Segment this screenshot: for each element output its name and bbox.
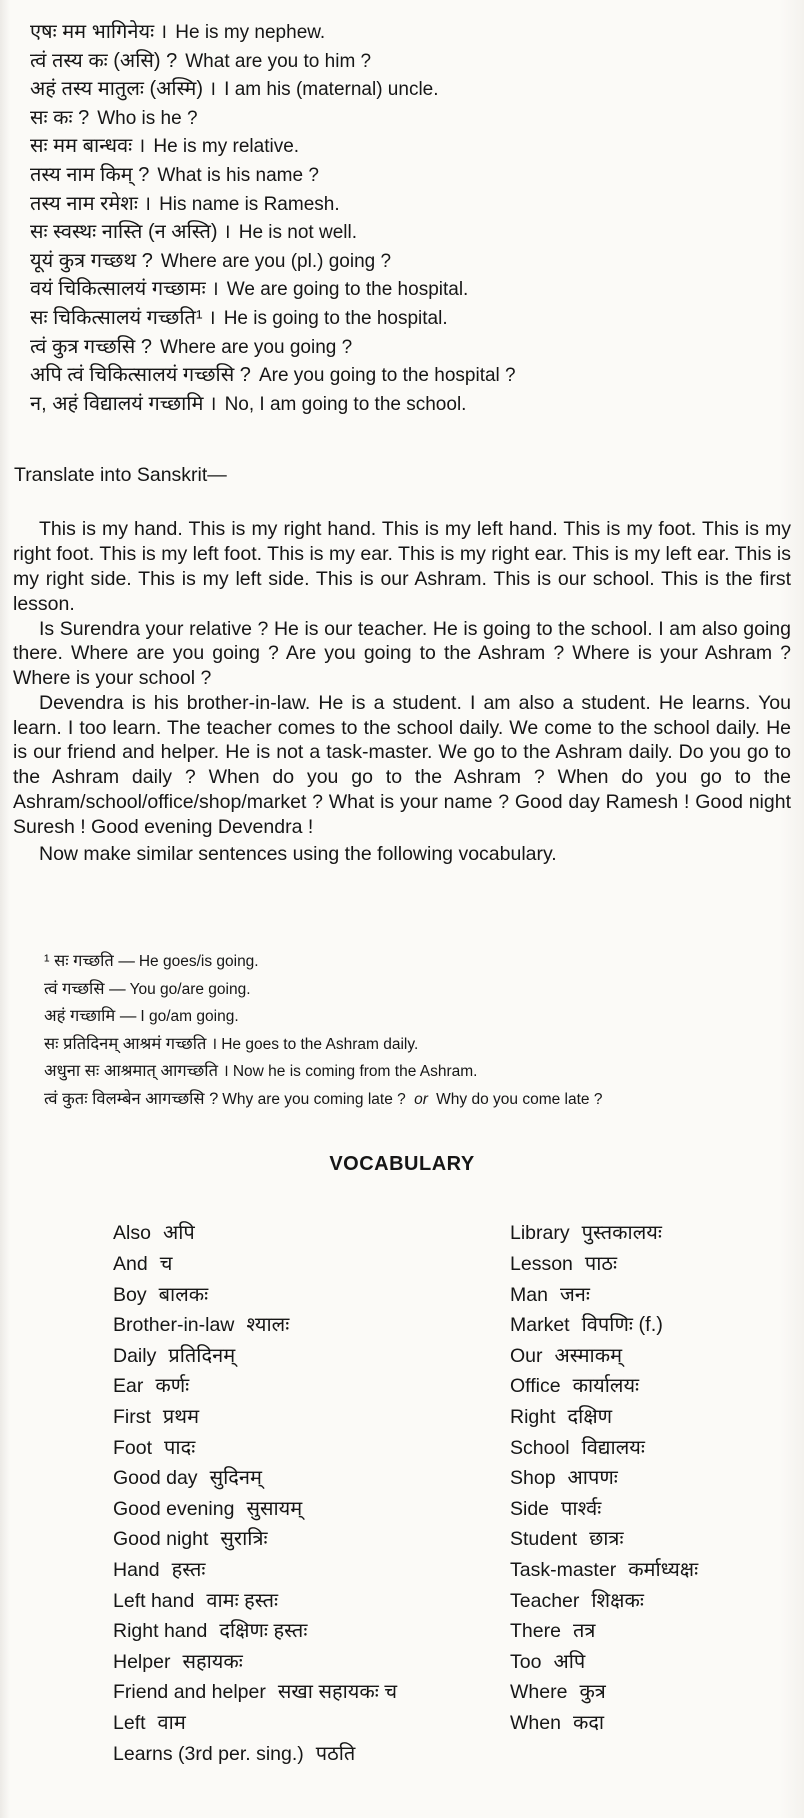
vocab-entry-right bbox=[510, 1555, 698, 1582]
english-translation: He goes/is going. bbox=[138, 953, 259, 971]
english-translation: Why are you coming late ? bbox=[222, 1090, 411, 1108]
vocab-row bbox=[113, 1586, 804, 1617]
translate-heading: Translate into Sanskrit— bbox=[14, 464, 227, 487]
vocab-english: Good evening bbox=[113, 1497, 235, 1520]
vocab-sanskrit: पादः bbox=[164, 1436, 196, 1459]
vocabulary-table bbox=[0, 1218, 804, 1769]
vocab-english: And bbox=[113, 1253, 148, 1276]
vocab-sanskrit: विद्यालयः bbox=[581, 1436, 645, 1459]
vocab-entry-left bbox=[113, 1739, 510, 1766]
vocab-row bbox=[113, 1433, 804, 1464]
sanskrit-text: अहं गच्छामि — bbox=[44, 1007, 137, 1026]
english-translation: His name is Ramesh. bbox=[159, 193, 340, 215]
sentence-line bbox=[30, 161, 796, 190]
sanskrit-text: सः प्रतिदिनम् आश्रमं गच्छति । bbox=[44, 1034, 218, 1053]
vocab-sanskrit: आपणः bbox=[567, 1467, 618, 1490]
english-translation: I am his (maternal) uncle. bbox=[224, 79, 439, 101]
footnote-line bbox=[44, 948, 804, 976]
vocab-sanskrit: छात्रः bbox=[589, 1528, 624, 1551]
vocab-sanskrit: दक्षिणः हस्तः bbox=[219, 1620, 308, 1643]
vocab-english: Hand bbox=[113, 1559, 160, 1581]
vocab-entry-right bbox=[510, 1708, 604, 1735]
vocab-entry-right bbox=[510, 1310, 663, 1337]
vocab-english: Good night bbox=[113, 1528, 209, 1551]
sanskrit-text: अधुना सः आश्रमात् आगच्छति । bbox=[44, 1062, 229, 1081]
sentence-line bbox=[30, 104, 796, 133]
sentence-line bbox=[30, 333, 796, 362]
vocab-sanskrit: अपि bbox=[553, 1650, 586, 1673]
or-word: or bbox=[414, 1090, 428, 1108]
vocab-entry-right bbox=[510, 1616, 595, 1643]
vocab-sanskrit: अस्माकम् bbox=[554, 1344, 623, 1367]
footnote-line bbox=[44, 1031, 804, 1059]
vocab-sanskrit: बालकः bbox=[158, 1283, 209, 1306]
vocab-english: Left bbox=[113, 1711, 146, 1734]
sanskrit-text: सः स्वस्थः नास्ति (न अस्ति) । bbox=[30, 221, 231, 244]
vocab-row bbox=[113, 1218, 804, 1249]
sentence-line bbox=[30, 275, 796, 304]
sentence-line bbox=[30, 247, 796, 276]
vocab-entry-right bbox=[510, 1677, 606, 1704]
vocab-row bbox=[113, 1310, 804, 1341]
vocab-row bbox=[113, 1677, 804, 1708]
vocab-english: There bbox=[510, 1620, 561, 1643]
vocab-entry-right bbox=[510, 1647, 585, 1674]
footnote-line bbox=[44, 1058, 804, 1086]
english-translation: He is my nephew. bbox=[175, 22, 326, 43]
vocab-entry-left bbox=[113, 1494, 510, 1521]
english-translation: Where are you going ? bbox=[159, 336, 353, 358]
vocab-english: Library bbox=[510, 1222, 570, 1245]
vocab-row bbox=[113, 1280, 804, 1311]
vocab-english: Market bbox=[510, 1314, 570, 1337]
vocab-entry-right bbox=[510, 1586, 644, 1613]
vocab-sanskrit: कार्यालयः bbox=[572, 1375, 640, 1398]
vocab-entry-left bbox=[113, 1249, 510, 1276]
exercise-instruction: Now make similar sentences using the following vocabulary. bbox=[39, 842, 557, 865]
sanskrit-text: त्वं गच्छसि — bbox=[44, 979, 126, 998]
sentence-line bbox=[30, 390, 796, 419]
vocab-entry-right bbox=[510, 1218, 662, 1245]
vocab-entry-left bbox=[113, 1371, 510, 1398]
vocab-english: Left hand bbox=[113, 1589, 195, 1612]
english-translation: Are you going to the hospital ? bbox=[258, 365, 516, 387]
vocab-sanskrit: प्रथम bbox=[162, 1406, 200, 1429]
sanskrit-text: वयं चिकित्सालयं गच्छामः । bbox=[30, 278, 219, 301]
vocab-sanskrit: सहायकः bbox=[182, 1650, 243, 1673]
sanskrit-text: ¹ सः गच्छति — bbox=[44, 952, 135, 971]
vocab-english: Also bbox=[113, 1222, 151, 1245]
vocab-sanskrit: कुत्र bbox=[579, 1681, 606, 1704]
english-translation: Who is he ? bbox=[97, 107, 198, 129]
vocab-sanskrit: पठति bbox=[315, 1742, 356, 1765]
vocab-row bbox=[113, 1616, 804, 1647]
vocab-english: Ear bbox=[113, 1375, 144, 1398]
vocab-entry-left bbox=[113, 1708, 510, 1735]
vocab-row bbox=[113, 1341, 804, 1372]
sanskrit-text: त्वं कुत्र गच्छसि ? bbox=[30, 335, 152, 358]
vocab-sanskrit: कर्माध्यक्षः bbox=[628, 1559, 699, 1581]
english-translation: What is his name ? bbox=[157, 164, 319, 186]
vocab-sanskrit: सुरात्रिः bbox=[220, 1528, 268, 1551]
vocab-english: Helper bbox=[113, 1650, 171, 1673]
vocab-english: Where bbox=[510, 1681, 568, 1704]
vocab-english: Boy bbox=[113, 1283, 147, 1306]
vocab-row bbox=[113, 1555, 804, 1586]
footnote-line bbox=[44, 1086, 804, 1114]
english-translation: Why do you come late ? bbox=[431, 1090, 603, 1108]
vocab-entry-right bbox=[510, 1463, 618, 1490]
vocab-english: Our bbox=[510, 1344, 543, 1367]
sentence-line bbox=[30, 18, 796, 47]
footnote-line bbox=[44, 976, 804, 1004]
sanskrit-text: त्वं तस्य कः (असि) ? bbox=[30, 49, 178, 72]
vocab-sanskrit: तत्र bbox=[572, 1620, 596, 1643]
vocab-entry-left bbox=[113, 1433, 510, 1460]
vocab-row bbox=[113, 1524, 804, 1555]
vocab-entry-left bbox=[113, 1586, 510, 1613]
english-translation: I go/am going. bbox=[140, 1008, 239, 1026]
vocab-english: Shop bbox=[510, 1467, 556, 1490]
vocab-entry-right bbox=[510, 1341, 622, 1368]
sanskrit-text: सः कः ? bbox=[30, 106, 90, 129]
vocab-row bbox=[113, 1494, 804, 1525]
vocab-entry-left bbox=[113, 1524, 510, 1551]
vocab-sanskrit: पुस्तकालयः bbox=[581, 1222, 662, 1245]
vocab-entry-left bbox=[113, 1647, 510, 1674]
vocab-entry-right bbox=[510, 1280, 590, 1307]
vocab-english: Side bbox=[510, 1497, 550, 1520]
sanskrit-text: सः मम बान्धवः । bbox=[30, 135, 146, 158]
vocab-entry-left bbox=[113, 1555, 510, 1582]
english-translation: No, I am going to the school. bbox=[224, 393, 467, 415]
vocab-entry-left bbox=[113, 1310, 510, 1337]
sanskrit-text: तस्य नाम किम् ? bbox=[30, 163, 150, 186]
vocab-entry-right bbox=[510, 1402, 612, 1429]
english-translation: You go/are going. bbox=[129, 980, 251, 998]
vocab-english: Learns (3rd per. sing.) bbox=[113, 1742, 304, 1765]
sentence-line bbox=[30, 132, 796, 161]
vocab-entry-left bbox=[113, 1341, 510, 1368]
sentence-line bbox=[30, 361, 796, 390]
vocab-english: Student bbox=[510, 1528, 578, 1551]
english-translation: Now he is coming from the Ashram. bbox=[232, 1063, 478, 1081]
vocab-sanskrit: प्रतिदिनम् bbox=[168, 1344, 236, 1367]
sentence-line bbox=[30, 304, 796, 333]
vocab-entry-left bbox=[113, 1677, 510, 1704]
vocab-english: Lesson bbox=[510, 1253, 573, 1276]
vocab-entry-left bbox=[113, 1616, 510, 1643]
english-translation: He is going to the hospital. bbox=[223, 307, 448, 329]
vocab-row bbox=[113, 1647, 804, 1678]
vocab-english: Right hand bbox=[113, 1620, 208, 1643]
vocab-english: Teacher bbox=[510, 1589, 580, 1612]
english-translation: He is not well. bbox=[238, 222, 358, 244]
sanskrit-text: अहं तस्य मातुलः (अस्मि) । bbox=[30, 78, 217, 101]
vocab-sanskrit: अपि bbox=[162, 1222, 195, 1245]
exercise-paragraph-1: This is my hand. This is my right hand. This is my left hand. This is my foot. This is my right foot. This is my left foot. This is my ear. This is my right ear. This is my left ear. This is my right side. This is my left side. This is our Ashram. This is our school. This is the first lesson. bbox=[13, 518, 791, 615]
vocab-sanskrit: पाठः bbox=[584, 1253, 618, 1276]
vocab-entry-right bbox=[510, 1371, 639, 1398]
sanskrit-text: अपि त्वं चिकित्सालयं गच्छसि ? bbox=[30, 364, 251, 387]
vocab-sanskrit: सुदिनम् bbox=[209, 1467, 262, 1490]
english-translation: He goes to the Ashram daily. bbox=[221, 1035, 419, 1053]
vocab-row bbox=[113, 1402, 804, 1433]
vocab-english: Good day bbox=[113, 1467, 198, 1490]
vocab-row bbox=[113, 1463, 804, 1494]
vocab-row bbox=[113, 1249, 804, 1280]
vocab-sanskrit: कदा bbox=[572, 1711, 605, 1734]
vocabulary-heading: VOCABULARY bbox=[329, 1153, 475, 1176]
vocab-entry-right bbox=[510, 1524, 624, 1551]
english-translation: We are going to the hospital. bbox=[226, 279, 469, 301]
sanskrit-text: एषः मम भागिनेयः । bbox=[30, 21, 168, 43]
vocab-english: Task-master bbox=[510, 1559, 617, 1581]
vocab-row bbox=[113, 1739, 804, 1770]
vocab-sanskrit: वाम bbox=[157, 1711, 186, 1734]
vocab-sanskrit: हस्तः bbox=[171, 1559, 206, 1581]
vocab-sanskrit: वामः हस्तः bbox=[206, 1589, 279, 1612]
vocab-sanskrit: जनः bbox=[559, 1283, 590, 1306]
vocab-entry-left bbox=[113, 1280, 510, 1307]
sanskrit-text: सः चिकित्सालयं गच्छति¹ । bbox=[30, 306, 216, 329]
vocab-english: Brother-in-law bbox=[113, 1314, 235, 1337]
vocab-english: School bbox=[510, 1436, 570, 1459]
english-translation: He is my relative. bbox=[153, 136, 300, 158]
vocab-sanskrit: कर्णः bbox=[155, 1375, 190, 1398]
vocab-english: First bbox=[113, 1406, 151, 1429]
vocab-sanskrit: शिक्षकः bbox=[591, 1589, 644, 1612]
vocab-entry-left bbox=[113, 1402, 510, 1429]
vocab-english: Too bbox=[510, 1650, 542, 1673]
sanskrit-text: यूयं कुत्र गच्छथ ? bbox=[30, 249, 153, 272]
footnotes bbox=[0, 948, 804, 1113]
vocab-entry-right bbox=[510, 1433, 645, 1460]
vocab-english: Office bbox=[510, 1375, 561, 1398]
vocab-sanskrit: श्यालः bbox=[246, 1314, 290, 1337]
vocab-entry-right bbox=[510, 1249, 617, 1276]
vocab-sanskrit: च bbox=[159, 1253, 173, 1276]
sentence-line bbox=[30, 218, 796, 247]
footnote-line bbox=[44, 1003, 804, 1031]
english-translation: Where are you (pl.) going ? bbox=[160, 250, 392, 272]
vocab-row bbox=[113, 1708, 804, 1739]
vocab-sanskrit: दक्षिण bbox=[567, 1406, 613, 1429]
sentence-line bbox=[30, 190, 796, 219]
vocab-entry-right bbox=[510, 1494, 601, 1521]
english-translation: What are you to him ? bbox=[185, 50, 372, 72]
vocab-english: Right bbox=[510, 1406, 556, 1429]
exercise-paragraph-3: Devendra is his brother-in-law. He is a student. I am also a student. He learns. You learn. I too learn. The teacher comes to the school daily. We come to the school daily. He is our friend and helper. He is not a task-master. We go to the Ashram daily. Do you go to the Ashram daily ? When do you go to the Ashram ? When do you go to the Ashram/school/office/shop/market ? What is your name ? Good day Ramesh ! Good night Suresh ! Good evening Devendra ! bbox=[13, 691, 791, 838]
sanskrit-text: तस्य नाम रमेशः । bbox=[30, 192, 152, 215]
sanskrit-text: त्वं कुतः विलम्बेन आगच्छसि ? bbox=[44, 1089, 219, 1108]
vocab-sanskrit: सखा सहायकः च bbox=[277, 1681, 398, 1704]
vocab-english: Friend and helper bbox=[113, 1681, 266, 1704]
vocab-sanskrit: सुसायम् bbox=[246, 1497, 303, 1520]
vocab-english: Man bbox=[510, 1283, 548, 1306]
vocab-sanskrit: विपणिः (f.) bbox=[581, 1314, 663, 1337]
sentence-line bbox=[30, 47, 796, 76]
vocab-english: Foot bbox=[113, 1436, 153, 1459]
vocab-english: When bbox=[510, 1711, 561, 1734]
sanskrit-text: न, अहं विद्यालयं गच्छामि । bbox=[30, 392, 217, 415]
sentence-list bbox=[0, 0, 804, 418]
vocab-sanskrit: पार्श्वः bbox=[561, 1497, 602, 1520]
vocab-row bbox=[113, 1371, 804, 1402]
sentence-line bbox=[30, 75, 796, 104]
vocab-english: Daily bbox=[113, 1344, 157, 1367]
vocab-entry-left bbox=[113, 1218, 510, 1245]
vocab-entry-left bbox=[113, 1463, 510, 1490]
exercise-paragraph-2: Is Surendra your relative ? He is our teacher. He is going to the school. I am also going there. Where are you going ? Are you going to the Ashram ? Where is your Ashram ? Where is your school ? bbox=[13, 617, 791, 690]
